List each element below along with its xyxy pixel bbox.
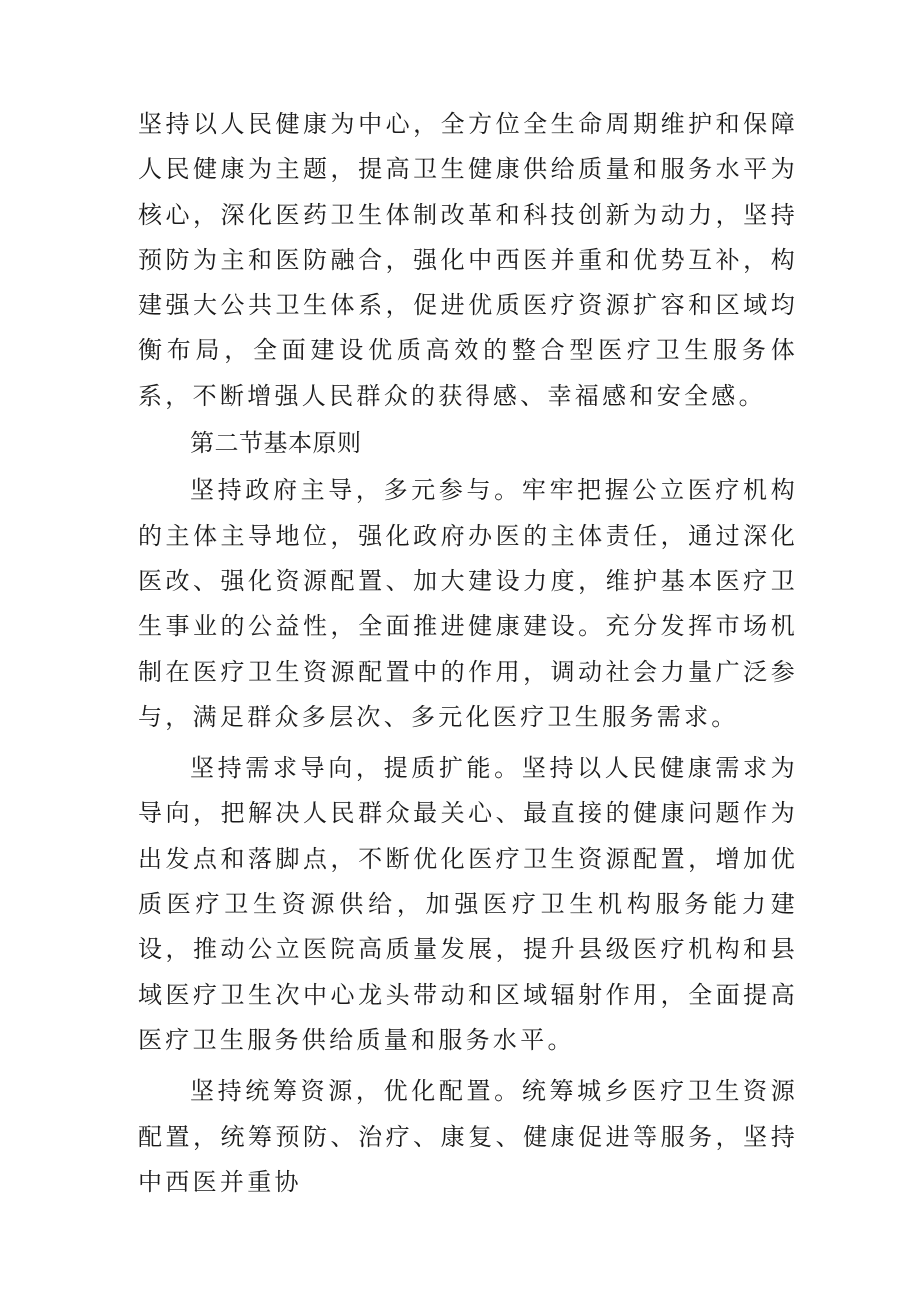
paragraph-government-led: 坚持政府主导，多元参与。牢牢把握公立医疗机构的主体主导地位，强化政府办医的主体责任，通过深化医改、强化资源配置、加大建设力度，维护基本医疗卫生事业的公益性，全面推进健康建设。充分发挥市场机制在医疗卫生资源配置中的作用，调动社会力量广泛参与，满足群众多层次、多元化医疗卫生服务需求。	[138, 476, 798, 731]
paragraph-demand-oriented: 坚持需求导向，提质扩能。坚持以人民健康需求为导向，把解决人民群众最关心、最直接的健康问题作为出发点和落脚点，不断优化医疗卫生资源配置，增加优质医疗卫生资源供给，加强医疗卫生机构服务能力建设，推动公立医院高质量发展，提升县级医疗机构和县域医疗卫生次中心龙头带动和区域辐射作用，全面提高医疗卫生服务供给质量和服务水平。	[138, 754, 798, 1054]
paragraph-health-goal: 坚持以人民健康为中心，全方位全生命周期维护和保障人民健康为主题，提高卫生健康供给质量和服务水平为核心，深化医药卫生体制改革和科技创新为动力，坚持预防为主和医防融合，强化中西医并重和优势互补，构建强大公共卫生体系，促进优质医疗资源扩容和区域均衡布局，全面建设优质高效的整合型医疗卫生服务体系，不断增强人民群众的获得感、幸福感和安全感。	[138, 110, 798, 410]
paragraph-resource-coordination: 坚持统筹资源，优化配置。统筹城乡医疗卫生资源配置，统筹预防、治疗、康复、健康促进等服务，坚持中西医并重协	[138, 1077, 798, 1196]
document-page	[138, 102, 798, 1205]
section-heading-basic-principles: 第二节基本原则	[190, 429, 362, 458]
